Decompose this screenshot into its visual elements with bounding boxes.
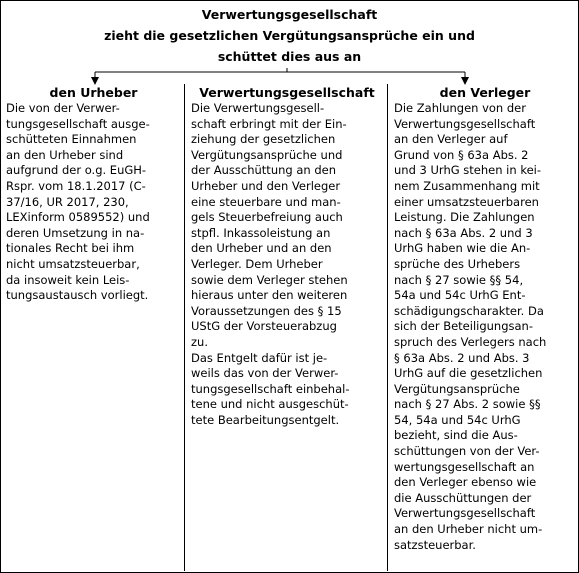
column-text-verleger: Die Zahlungen von der Verwertungsgesellschaft an den Verleger auf Grund von § 63a Abs. 2 und 3 UrhG stehen in kei- nem Zusammenhang mit einer umsatzsteuerbaren Leistung. Die Zahlungen nach § 63a Abs. 2 und 3 UrhG haben wie die An- sprüche des Urhebers nach § 27 sowie §§ 54, 54a und 54c UrhG Ent- schädigungscharakter. Da sich der Beteiligungsan- spruch des Verlegers nach § 63a Abs. 2 und Abs. 3 UrhG auf die gesetzlichen Vergütungsansprüche nach § 27 Abs. 2 sowie §§ 54, 54a und 54c UrhG bezieht, sind die Aus- schüttungen von der Ver- wertungsgesellschaft an den Verleger ebenso wie die Ausschüttungen der Verwertungsgesellschaft an den Urheber nicht um- satzsteuerbar. [394,101,547,552]
column-title-urheber: den Urheber [49,85,138,100]
column-verleger [394,84,576,553]
column-text-verwertungsgesellschaft: Die Verwertungsgesell- schaft erbringt mit der Ein- ziehung der gesetzlichen Vergütungsansprüche und der Ausschüttung an den Urheber und den Verleger eine steuerbare und man- gels Steuerbefreiung auch stpfl. Inkassoleistung an den Urheber und an den Verleger. Dem Urheber sowie dem Verleger stehen hieraus unter den weiteren Voraussetzungen des § 15 UStG der Vorsteuerabzug zu. Das Entgelt dafür ist je- weils das von der Verwer- tungsgesellschaft einbehal- tene und nicht ausgeschüt- tete Bearbeitungsentgelt. [191,101,350,427]
column-divider-left [184,84,185,571]
column-text-urheber: Die von der Verwer- tungsgesellschaft ausge- schütteten Einnahmen an den Urheber sind aufgrund der o.g. EuGH- Rspr. vom 18.1.2017 (C- 37/16, UR 2017, 230, LEXinform 0589552) und deren Umsetzung in na- tionales Recht bei ihm nicht umsatzsteuerbar, da insoweit kein Leis- tungsaustausch vorliegt. [6,101,150,303]
column-urheber [6,84,181,304]
column-verwertungsgesellschaft [191,84,383,428]
header-subtitle-line-1: zieht die gesetzlichen Vergütungsansprüche ein und [104,28,475,43]
header-title: Verwertungsgesellschaft [201,7,378,22]
header-subtitle-line-2: schüttet dies aus an [217,49,362,64]
column-title-verleger: den Verleger [439,85,531,100]
column-title-verwertungsgesellschaft: Verwertungsgesellschaft [199,85,375,100]
column-divider-right [387,84,388,571]
